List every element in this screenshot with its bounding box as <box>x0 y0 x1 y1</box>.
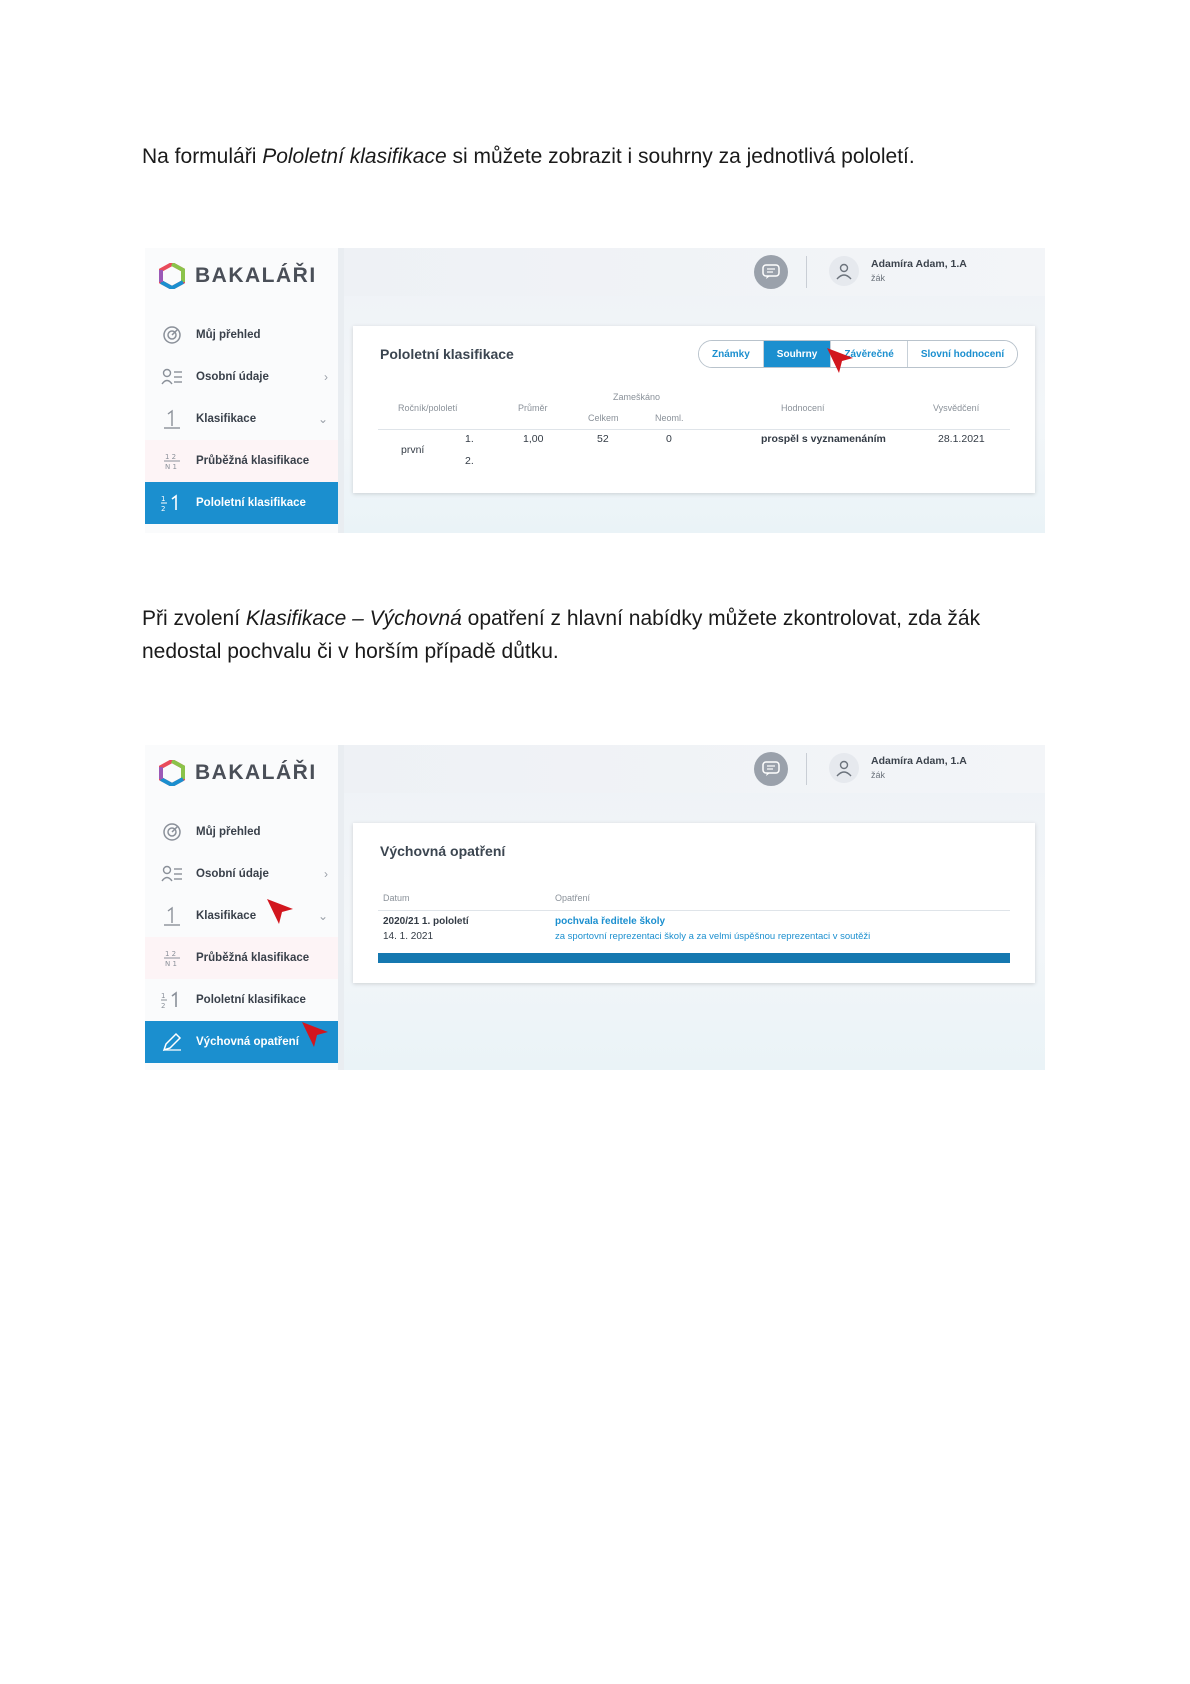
target-icon <box>160 323 184 347</box>
pololetni-klasifikace-card <box>353 326 1035 493</box>
cell-rocnik: první <box>401 444 425 456</box>
user-icon <box>835 759 853 777</box>
view-tabs <box>698 340 1018 368</box>
cell-pololeti-1: 1. <box>465 433 474 445</box>
sidebar <box>145 248 344 533</box>
cell-reason: za sportovní reprezentaci školy a za velmi úspěšnou reprezentaci v soutěži <box>555 931 871 942</box>
chevron-right-icon: › <box>324 867 328 881</box>
sidebar-item-label: Pololetní klasifikace <box>196 994 306 1006</box>
col-header-prumer: Průměr <box>518 403 548 413</box>
half-one-icon <box>160 491 184 515</box>
chevron-down-icon: ⌄ <box>317 412 328 426</box>
svg-text:2: 2 <box>161 1002 166 1010</box>
sidebar-item-label: Klasifikace <box>196 413 257 425</box>
user-role: žák <box>871 273 886 283</box>
table-divider <box>378 910 1010 911</box>
sidebar-item-label: Výchovná opatření <box>196 1036 299 1048</box>
grade-one-icon <box>160 904 184 928</box>
chevron-right-icon: › <box>324 370 328 384</box>
messages-button[interactable] <box>754 752 788 786</box>
messages-button[interactable] <box>754 255 788 289</box>
tab-zaverecne[interactable]: Závěrečné <box>831 341 907 367</box>
intro-paragraph-1: Na formuláři Pololetní klasifikace si můžete zobrazit i souhrny za jednotlivá pololetí. <box>142 145 915 168</box>
hexagon-logo-icon <box>159 760 185 786</box>
col-header-celkem: Celkem <box>588 413 619 423</box>
sidebar-item-pololetni-klasifikace[interactable] <box>145 482 338 524</box>
brand-logo[interactable] <box>159 256 317 296</box>
sidebar-item-prubezna-klasifikace[interactable] <box>145 937 338 979</box>
user-name[interactable]: Adamíra Adam, 1.A <box>871 755 967 767</box>
col-header-neoml: Neoml. <box>655 413 684 423</box>
svg-text:1 2: 1 2 <box>165 453 177 461</box>
top-bar <box>344 745 1045 793</box>
sidebar-item-label: Pololetní klasifikace <box>196 497 306 509</box>
sidebar-item-label: Můj přehled <box>196 329 261 341</box>
fraction-grades-icon <box>160 946 184 970</box>
avatar[interactable] <box>829 753 859 783</box>
sidebar-item-klasifikace[interactable] <box>145 895 338 937</box>
col-header-hodnoceni: Hodnocení <box>781 403 825 413</box>
sidebar-item-klasifikace[interactable] <box>145 398 338 440</box>
tab-slovni-hodnoceni[interactable]: Slovní hodnocení <box>908 341 1017 367</box>
half-one-icon <box>160 988 184 1012</box>
cursor-arrow-icon <box>300 1020 330 1050</box>
sidebar-item-muj-prehled[interactable] <box>145 811 338 853</box>
pen-icon <box>160 1030 184 1054</box>
sidebar-item-osobni-udaje[interactable] <box>145 356 338 398</box>
sidebar-item-label: Osobní údaje <box>196 868 269 880</box>
page-title: Výchovná opatření <box>380 843 506 859</box>
screenshot-pololetni-klasifikace <box>145 248 1045 533</box>
divider <box>806 256 807 288</box>
cell-pololeti-2: 2. <box>465 455 474 467</box>
col-header-opatreni: Opatření <box>555 893 591 903</box>
cell-hodnoceni: prospěl s vyznamenáním <box>761 433 886 445</box>
brand-name: BAKALÁŘI <box>195 761 317 784</box>
cell-celkem: 52 <box>597 433 609 445</box>
cursor-arrow-icon <box>265 897 295 927</box>
col-header-rocnik: Ročník/pololetí <box>398 403 458 413</box>
chevron-down-icon: ⌄ <box>317 909 328 923</box>
fraction-grades-icon <box>160 449 184 473</box>
person-list-icon <box>160 365 184 389</box>
divider <box>806 753 807 785</box>
svg-text:N 1: N 1 <box>165 960 177 968</box>
tab-souhrny[interactable]: Souhrny <box>764 341 832 367</box>
svg-text:2: 2 <box>161 505 166 513</box>
cell-date: 14. 1. 2021 <box>383 931 434 942</box>
cell-period: 2020/21 1. pololetí <box>383 916 469 927</box>
sidebar-item-label: Průběžná klasifikace <box>196 952 310 964</box>
svg-text:N 1: N 1 <box>165 463 177 471</box>
sidebar-item-prubezna-klasifikace[interactable] <box>145 440 338 482</box>
row-highlight-bar <box>378 953 1010 963</box>
svg-text:1: 1 <box>161 495 166 503</box>
page-title: Pololetní klasifikace <box>380 346 514 362</box>
target-icon <box>160 820 184 844</box>
col-header-zameskano: Zameškáno <box>613 392 661 402</box>
cell-prumer: 1,00 <box>523 433 544 445</box>
sidebar-item-muj-prehled[interactable] <box>145 314 338 356</box>
user-icon <box>835 262 853 280</box>
table-divider <box>378 429 1010 430</box>
tab-znamky[interactable]: Známky <box>699 341 764 367</box>
brand-name: BAKALÁŘI <box>195 264 317 287</box>
svg-text:1 2: 1 2 <box>165 950 177 958</box>
sidebar-item-label: Osobní údaje <box>196 371 269 383</box>
avatar[interactable] <box>829 256 859 286</box>
cell-vysvedceni: 28.1.2021 <box>938 433 985 445</box>
hexagon-logo-icon <box>159 263 185 289</box>
person-list-icon <box>160 862 184 886</box>
user-name[interactable]: Adamíra Adam, 1.A <box>871 258 967 270</box>
sidebar-item-label: Průběžná klasifikace <box>196 455 310 467</box>
screenshot-vychovna-opatreni <box>145 745 1045 1070</box>
col-header-datum: Datum <box>383 893 410 903</box>
col-header-vysvedceni: Vysvědčení <box>933 403 980 413</box>
top-bar <box>344 248 1045 296</box>
sidebar-item-pololetni-klasifikace[interactable] <box>145 979 338 1021</box>
chat-icon <box>762 264 780 280</box>
intro-paragraph-2: Při zvolení Klasifikace – Výchovná opatření z hlavní nabídky můžete zkontrolovat, zda žák nedostal pochvalu či v horším případě důtku. <box>142 607 981 663</box>
grade-one-icon <box>160 407 184 431</box>
svg-text:1: 1 <box>161 992 166 1000</box>
chat-icon <box>762 761 780 777</box>
user-role: žák <box>871 770 886 780</box>
vychovna-opatreni-card <box>353 823 1035 983</box>
cursor-arrow-icon <box>825 346 855 376</box>
cell-neoml: 0 <box>666 433 672 445</box>
cell-measure[interactable]: pochvala ředitele školy <box>555 916 666 927</box>
sidebar-item-label: Můj přehled <box>196 826 261 838</box>
sidebar-item-osobni-udaje[interactable] <box>145 853 338 895</box>
brand-logo[interactable] <box>159 753 317 793</box>
sidebar-item-label: Klasifikace <box>196 910 257 922</box>
